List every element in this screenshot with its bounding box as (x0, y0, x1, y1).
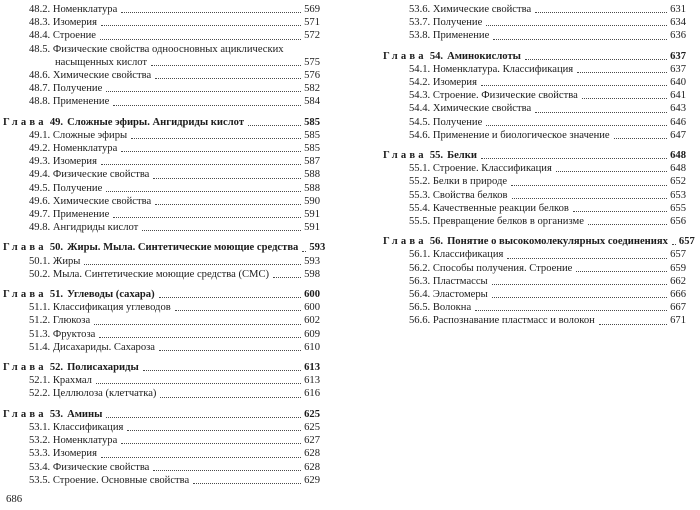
entry-title: 56.2. Способы получения. Строение (409, 262, 573, 274)
dot-leader (106, 91, 301, 92)
entry-title: 56.1. Классификация (409, 249, 504, 261)
chapter-title: Углеводы (сахара) (67, 289, 155, 301)
toc-item-entry (3, 314, 320, 327)
entry-page-number: 613 (304, 375, 320, 387)
chapter-title: Амины (67, 408, 103, 420)
entry-title: 51.1. Классификация углеводов (29, 302, 171, 314)
entry-page-number: 625 (304, 408, 320, 420)
dot-leader (481, 85, 667, 86)
toc-item-entry (3, 29, 320, 42)
dot-leader (121, 443, 301, 444)
entry-page-number: 637 (670, 50, 686, 62)
entry-page-number: 653 (670, 189, 686, 201)
dot-leader (99, 337, 301, 338)
dot-leader (155, 204, 301, 205)
chapter-word: Глава (3, 242, 47, 254)
toc-item-entry (3, 328, 320, 341)
chapter-title: Аминокислоты (447, 50, 521, 62)
entry-title: 56.5. Волокна (409, 302, 472, 314)
entry-page-number: 659 (670, 262, 686, 274)
chapter-number: 51. (49, 289, 64, 301)
entry-title: 53.7. Получение (409, 17, 483, 29)
dot-leader (302, 251, 306, 252)
dot-leader (94, 324, 301, 325)
chapter-number: 49. (49, 116, 64, 128)
toc-item-entry (3, 221, 320, 234)
entry-page-number: 627 (304, 435, 320, 447)
toc-item-entry (3, 421, 320, 434)
entry-page-number: 585 (304, 143, 320, 155)
entry-title: 54.2. Изомерия (409, 77, 477, 89)
toc-item-entry (383, 288, 686, 301)
toc-item-entry (3, 474, 320, 487)
entry-page-number: 657 (678, 236, 695, 248)
toc-chapter-entry (383, 235, 695, 248)
dot-leader (582, 98, 667, 99)
dot-leader (131, 138, 301, 139)
toc-gap (3, 234, 320, 241)
entry-title: 55.4. Качественные реакции белков (409, 202, 569, 214)
entry-page-number: 576 (304, 70, 320, 82)
toc-item-entry (3, 168, 320, 181)
toc-item-entry (3, 82, 320, 95)
dot-leader (121, 12, 301, 13)
entry-title: 48.5. Физические свойства одноосновных ациклических (29, 43, 284, 55)
entry-page-number: 631 (670, 4, 686, 15)
dot-leader (486, 25, 667, 26)
entry-page-number: 655 (670, 202, 686, 214)
entry-page-number: 643 (670, 103, 686, 115)
entry-page-number: 625 (304, 421, 320, 433)
dot-leader (481, 158, 667, 159)
entry-page-number: 598 (304, 268, 320, 280)
toc-item-entry (3, 155, 320, 168)
dot-leader (101, 164, 301, 165)
dot-leader (535, 112, 667, 113)
entry-page-number: 647 (670, 129, 686, 141)
entry-page-number: 641 (670, 90, 686, 102)
dot-leader (512, 198, 668, 199)
entry-title: 54.1. Номенклатура. Классификация (409, 63, 574, 75)
dot-leader (113, 105, 301, 106)
dot-leader (556, 171, 667, 172)
dot-leader (113, 217, 301, 218)
entry-page-number: 656 (670, 216, 686, 228)
entry-page-number: 671 (670, 315, 686, 327)
entry-page-number: 591 (304, 222, 320, 234)
dot-leader (142, 230, 301, 231)
entry-title: 56.3. Пластмассы (409, 275, 488, 287)
toc-item-entry (383, 102, 686, 115)
entry-page-number: 572 (304, 30, 320, 42)
entry-title: 55.2. Белки в природе (409, 176, 508, 188)
entry-title: 54.4. Химические свойства (409, 103, 532, 115)
chapter-word: Глава (3, 116, 47, 128)
entry-page-number: 634 (670, 17, 686, 29)
chapter-word: Глава (383, 150, 427, 162)
chapter-word: Глава (3, 289, 47, 301)
entry-title: 48.2. Номенклатура (29, 4, 118, 15)
toc-item-entry (3, 255, 320, 268)
toc-item-entry (3, 43, 320, 56)
dot-leader (573, 211, 667, 212)
toc-item-entry (383, 189, 686, 202)
entry-title: 48.8. Применение (29, 96, 110, 108)
toc-item-entry (3, 195, 320, 208)
toc-item-entry (383, 262, 686, 275)
entry-page-number: 585 (304, 116, 320, 128)
toc-column-left (3, 3, 326, 487)
dot-leader (159, 297, 301, 298)
entry-page-number: 593 (304, 255, 320, 267)
toc-item-entry (383, 275, 686, 288)
toc-item-entry (3, 447, 320, 460)
entry-page-number: 646 (670, 116, 686, 128)
toc-item-entry (3, 129, 320, 142)
toc-chapter-entry (3, 408, 320, 421)
entry-page-number: 648 (670, 163, 686, 175)
dot-leader (492, 284, 667, 285)
toc-item-entry (383, 248, 686, 261)
chapter-title: Полисахариды (67, 362, 139, 374)
toc-item-entry (3, 69, 320, 82)
dot-leader (153, 470, 301, 471)
toc-item-entry (383, 89, 686, 102)
chapter-number: 50. (49, 242, 64, 254)
entry-title: 53.2. Номенклатура (29, 435, 118, 447)
entry-page-number: 628 (304, 461, 320, 473)
entry-title: 52.2. Целлюлоза (клетчатка) (29, 388, 157, 400)
toc-item-entry (383, 3, 686, 16)
toc-item-entry (3, 182, 320, 195)
dot-leader (248, 125, 301, 126)
entry-page-number: 616 (304, 388, 320, 400)
entry-title: 54.3. Строение. Физические свойства (409, 90, 578, 102)
chapter-title: Белки (447, 150, 477, 162)
entry-page-number: 588 (304, 182, 320, 194)
toc-gap (3, 109, 320, 116)
toc-gap (3, 401, 320, 408)
toc-item-entry (3, 208, 320, 221)
entry-title: 51.3. Фруктоза (29, 328, 96, 340)
page-number: 686 (6, 493, 23, 505)
entry-title: 54.5. Получение (409, 116, 483, 128)
entry-title: 55.1. Строение. Классификация (409, 163, 552, 175)
entry-title: 50.2. Мыла. Синтетические моющие средства (СМС) (29, 268, 270, 280)
dot-leader (475, 310, 667, 311)
entry-title: 48.3. Изомерия (29, 17, 97, 29)
dot-leader (576, 271, 667, 272)
dot-leader (492, 297, 667, 298)
toc-chapter-entry (383, 50, 686, 63)
entry-title: 53.4. Физические свойства (29, 461, 150, 473)
toc-gap (383, 228, 686, 235)
toc-item-entry (3, 387, 320, 400)
entry-page-number: 666 (670, 289, 686, 301)
toc-item-entry (383, 129, 686, 142)
toc-item-entry (3, 95, 320, 108)
dot-leader (672, 244, 676, 245)
entry-title: 51.2. Глюкоза (29, 315, 91, 327)
dot-leader (127, 430, 301, 431)
entry-title: 48.4. Строение (29, 30, 96, 42)
entry-page-number: 588 (304, 169, 320, 181)
entry-title: 49.3. Изомерия (29, 156, 97, 168)
chapter-number: 56. (429, 236, 444, 248)
entry-page-number: 602 (304, 315, 320, 327)
chapter-word: Глава (3, 408, 47, 420)
toc-item-entry (383, 76, 686, 89)
entry-page-number: 600 (304, 302, 320, 314)
entry-page-number: 613 (304, 362, 320, 374)
entry-page-number: 593 (309, 242, 326, 254)
dot-leader (96, 383, 301, 384)
entry-title: 53.1. Классификация (29, 421, 124, 433)
chapter-number: 53. (49, 408, 64, 420)
entry-page-number: 629 (304, 474, 320, 486)
toc-item-entry (383, 63, 686, 76)
entry-page-number: 637 (670, 63, 686, 75)
toc-gap (3, 354, 320, 361)
chapter-word: Глава (3, 362, 47, 374)
entry-page-number: 662 (670, 275, 686, 287)
entry-page-number: 591 (304, 209, 320, 221)
toc-item-entry (383, 116, 686, 129)
entry-title: 49.2. Номенклатура (29, 143, 118, 155)
toc-item-entry (383, 175, 686, 188)
chapter-title: Жиры. Мыла. Синтетические моющие средства (67, 242, 299, 254)
dot-leader (106, 191, 301, 192)
dot-leader (106, 417, 301, 418)
toc-column-right (383, 3, 695, 328)
toc-chapter-entry (3, 241, 326, 254)
dot-leader (599, 324, 667, 325)
dot-leader (535, 12, 667, 13)
toc-chapter-entry (3, 361, 320, 374)
dot-leader (143, 370, 301, 371)
entry-title: 54.6. Применение и биологическое значение (409, 129, 610, 141)
toc-item-entry (383, 215, 686, 228)
toc-item-entry (3, 374, 320, 387)
entry-page-number: 587 (304, 156, 320, 168)
entry-title: 56.4. Эластомеры (409, 289, 488, 301)
entry-page-number: 569 (304, 4, 320, 15)
toc-item-entry (383, 29, 686, 42)
entry-page-number: 652 (670, 176, 686, 188)
entry-page-number: 600 (304, 289, 320, 301)
toc-item-entry (3, 461, 320, 474)
entry-title: 49.7. Применение (29, 209, 110, 221)
entry-title: 49.8. Ангидриды кислот (29, 222, 139, 234)
dot-leader (588, 224, 667, 225)
entry-title: 49.1. Сложные эфиры (29, 129, 128, 141)
entry-title: 52.1. Крахмал (29, 375, 92, 387)
entry-page-number: 609 (304, 328, 320, 340)
entry-page-number: 657 (670, 249, 686, 261)
chapter-title: Понятие о высокомолекулярных соединениях (447, 236, 668, 248)
toc-item-entry (383, 202, 686, 215)
entry-page-number: 667 (670, 302, 686, 314)
chapter-word: Глава (383, 50, 427, 62)
toc-item-entry (3, 434, 320, 447)
dot-leader (525, 59, 667, 60)
entry-page-number: 585 (304, 129, 320, 141)
chapter-number: 52. (49, 362, 64, 374)
entry-title: 50.1. Жиры (29, 255, 81, 267)
dot-leader (100, 39, 301, 40)
toc-continuation-entry (3, 56, 320, 69)
toc-item-entry (3, 16, 320, 29)
dot-leader (155, 78, 301, 79)
entry-page-number: 636 (670, 30, 686, 42)
entry-title: 53.8. Применение (409, 30, 490, 42)
entry-title: 48.7. Получение (29, 83, 103, 95)
dot-leader (101, 457, 301, 458)
entry-title: 49.5. Получение (29, 182, 103, 194)
dot-leader (159, 350, 301, 351)
toc-item-entry (383, 162, 686, 175)
toc-item-entry (3, 268, 320, 281)
toc-chapter-entry (3, 116, 320, 129)
toc-item-entry (3, 301, 320, 314)
toc-gap (383, 43, 686, 50)
toc-item-entry (3, 3, 320, 16)
chapter-word: Глава (383, 236, 427, 248)
dot-leader (151, 65, 301, 66)
toc-gap (383, 142, 686, 149)
toc-item-entry (3, 341, 320, 354)
dot-leader (493, 39, 667, 40)
toc-item-entry (383, 301, 686, 314)
entry-title: 48.6. Химические свойства (29, 70, 152, 82)
toc-item-entry (383, 314, 686, 327)
chapter-number: 54. (429, 50, 444, 62)
chapter-title: Сложные эфиры. Ангидриды кислот (67, 116, 245, 128)
entry-page-number: 648 (670, 150, 686, 162)
dot-leader (153, 178, 301, 179)
dot-leader (486, 125, 667, 126)
entry-page-number: 582 (304, 83, 320, 95)
entry-title: 55.5. Превращение белков в организме (409, 216, 584, 228)
entry-page-number: 628 (304, 448, 320, 460)
chapter-number: 55. (429, 150, 444, 162)
entry-title: 53.3. Изомерия (29, 448, 97, 460)
entry-title: 55.3. Свойства белков (409, 189, 508, 201)
toc-gap (3, 281, 320, 288)
dot-leader (175, 310, 301, 311)
entry-title: 51.4. Дисахариды. Сахароза (29, 341, 156, 353)
entry-title: 56.6. Распознавание пластмасс и волокон (409, 315, 595, 327)
entry-page-number: 590 (304, 195, 320, 207)
dot-leader (84, 264, 301, 265)
dot-leader (614, 138, 667, 139)
entry-page-number: 584 (304, 96, 320, 108)
entry-title: 53.5. Строение. Основные свойства (29, 474, 190, 486)
entry-page-number: 640 (670, 77, 686, 89)
dot-leader (121, 151, 301, 152)
dot-leader (577, 72, 667, 73)
entry-title: насыщенных кислот (55, 56, 148, 68)
entry-title: 49.6. Химические свойства (29, 195, 152, 207)
dot-leader (273, 277, 301, 278)
dot-leader (507, 258, 667, 259)
entry-page-number: 571 (304, 17, 320, 29)
entry-page-number: 610 (304, 341, 320, 353)
toc-chapter-entry (3, 288, 320, 301)
dot-leader (511, 185, 667, 186)
toc-item-entry (3, 142, 320, 155)
entry-page-number: 575 (304, 56, 320, 68)
entry-title: 49.4. Физические свойства (29, 169, 150, 181)
toc-item-entry (383, 16, 686, 29)
dot-leader (101, 25, 301, 26)
dot-leader (160, 397, 301, 398)
toc-chapter-entry (383, 149, 686, 162)
entry-title: 53.6. Химические свойства (409, 4, 532, 15)
dot-leader (193, 483, 301, 484)
